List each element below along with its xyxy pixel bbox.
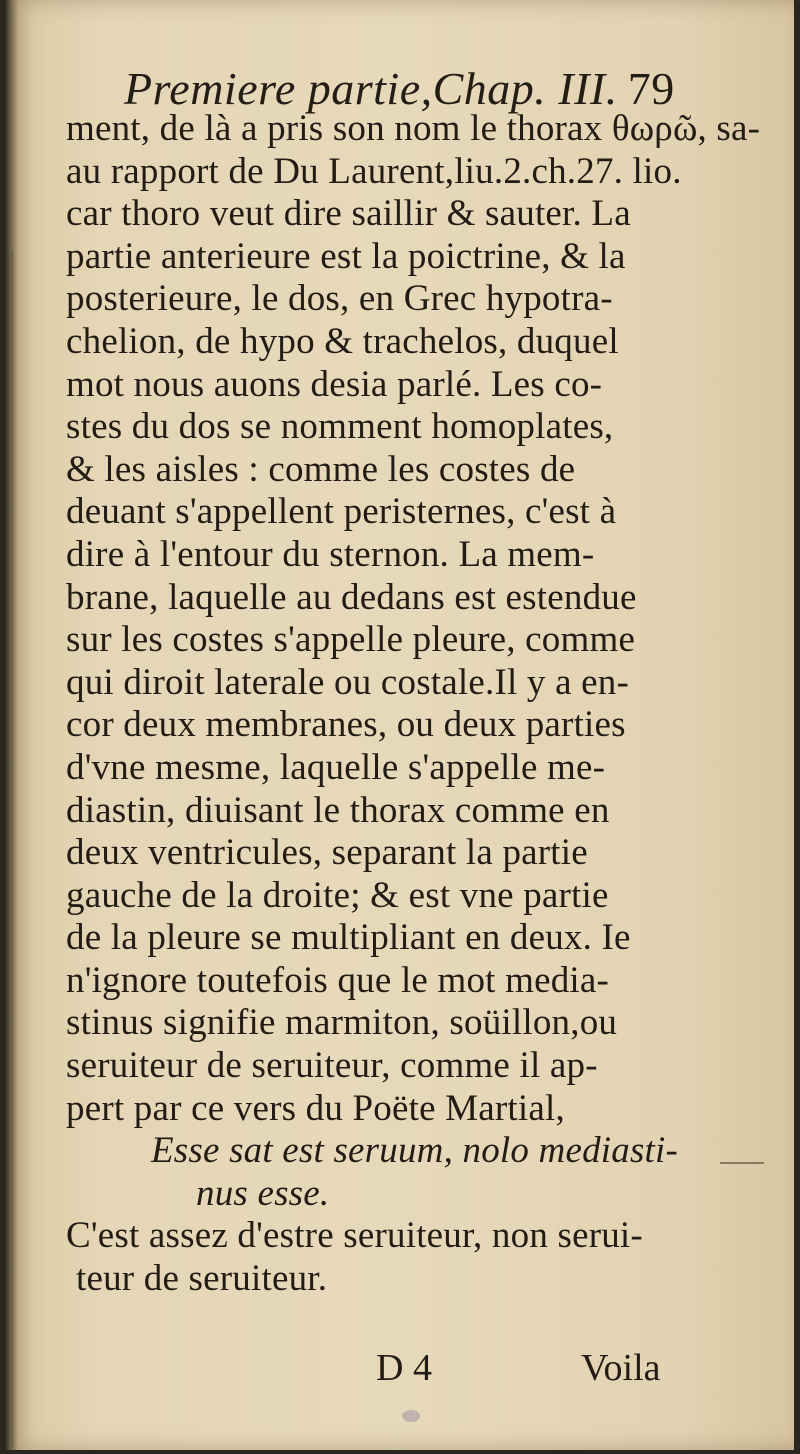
signature-mark: D 4 [376,1347,432,1389]
text-line: sur les costes s'appelle pleure, comme [66,619,636,661]
catchword: Voila [581,1347,661,1389]
text-line: ment, de là a pris son nom le thorax θωρῶ, sa- [66,108,761,149]
text-line: deux ventricules, separant la partie [66,832,588,874]
text-line: qui diroit laterale ou costale.Il y a en- [66,661,629,703]
text-line: partie anterieure est la poictrine, & la [66,235,626,277]
text-line: teur de seruiteur. [76,1258,328,1300]
text-line: C'est assez d'estre seruiteur, non serui- [66,1215,643,1257]
text-line: n'ignore toutefois que le mot media- [66,959,610,1001]
verse-quote-line: Esse sat est seruum, nolo mediasti- [151,1130,679,1172]
text-line: au rapport de Du Laurent,liu.2.ch.27. lio. [66,150,682,192]
body-text [66,108,766,1301]
text-line: cor deux membranes, ou deux parties [66,704,626,746]
text-line: stes du dos se nomment homoplates, [66,406,614,448]
text-line: seruiteur de seruiteur, comme il ap- [66,1045,598,1087]
text-line: gauche de la droite; & est vne partie [66,874,609,916]
text-line: brane, laquelle au dedans est estendue [66,576,637,618]
text-line: pert par ce vers du Poëte Martial, [66,1087,565,1129]
page-edge [12,250,19,1450]
text-line: de la pleure se multipliant en deux. Ie [66,917,631,959]
text-line: car thoro veut dire saillir & sauter. La [66,193,631,235]
text-line: mot nous auons desia parlé. Les co- [66,363,603,405]
text-line: & les aisles : comme les costes de [66,448,576,490]
text-line: diastin, diuisant le thorax comme en [66,789,610,831]
verse-quote-line: nus esse. [196,1172,330,1214]
text-line: dire à l'entour du sternon. La mem- [66,533,595,575]
margin-rule [720,1162,764,1164]
book-page [6,0,794,1450]
ink-stain [402,1410,420,1422]
page-number: 79 [627,63,675,114]
text-line: d'vne mesme, laquelle s'appelle me- [66,746,606,788]
text-line: stinus signifie marmiton, soüillon,ou [66,1002,618,1044]
text-line: posterieure, le dos, en Grec hypotra- [66,278,613,320]
text-line: deuant s'appellent peristernes, c'est à [66,491,617,533]
running-head-title: Premiere partie,Chap. III. [124,63,618,114]
text-line: chelion, de hypo & trachelos, duquel [66,320,619,362]
